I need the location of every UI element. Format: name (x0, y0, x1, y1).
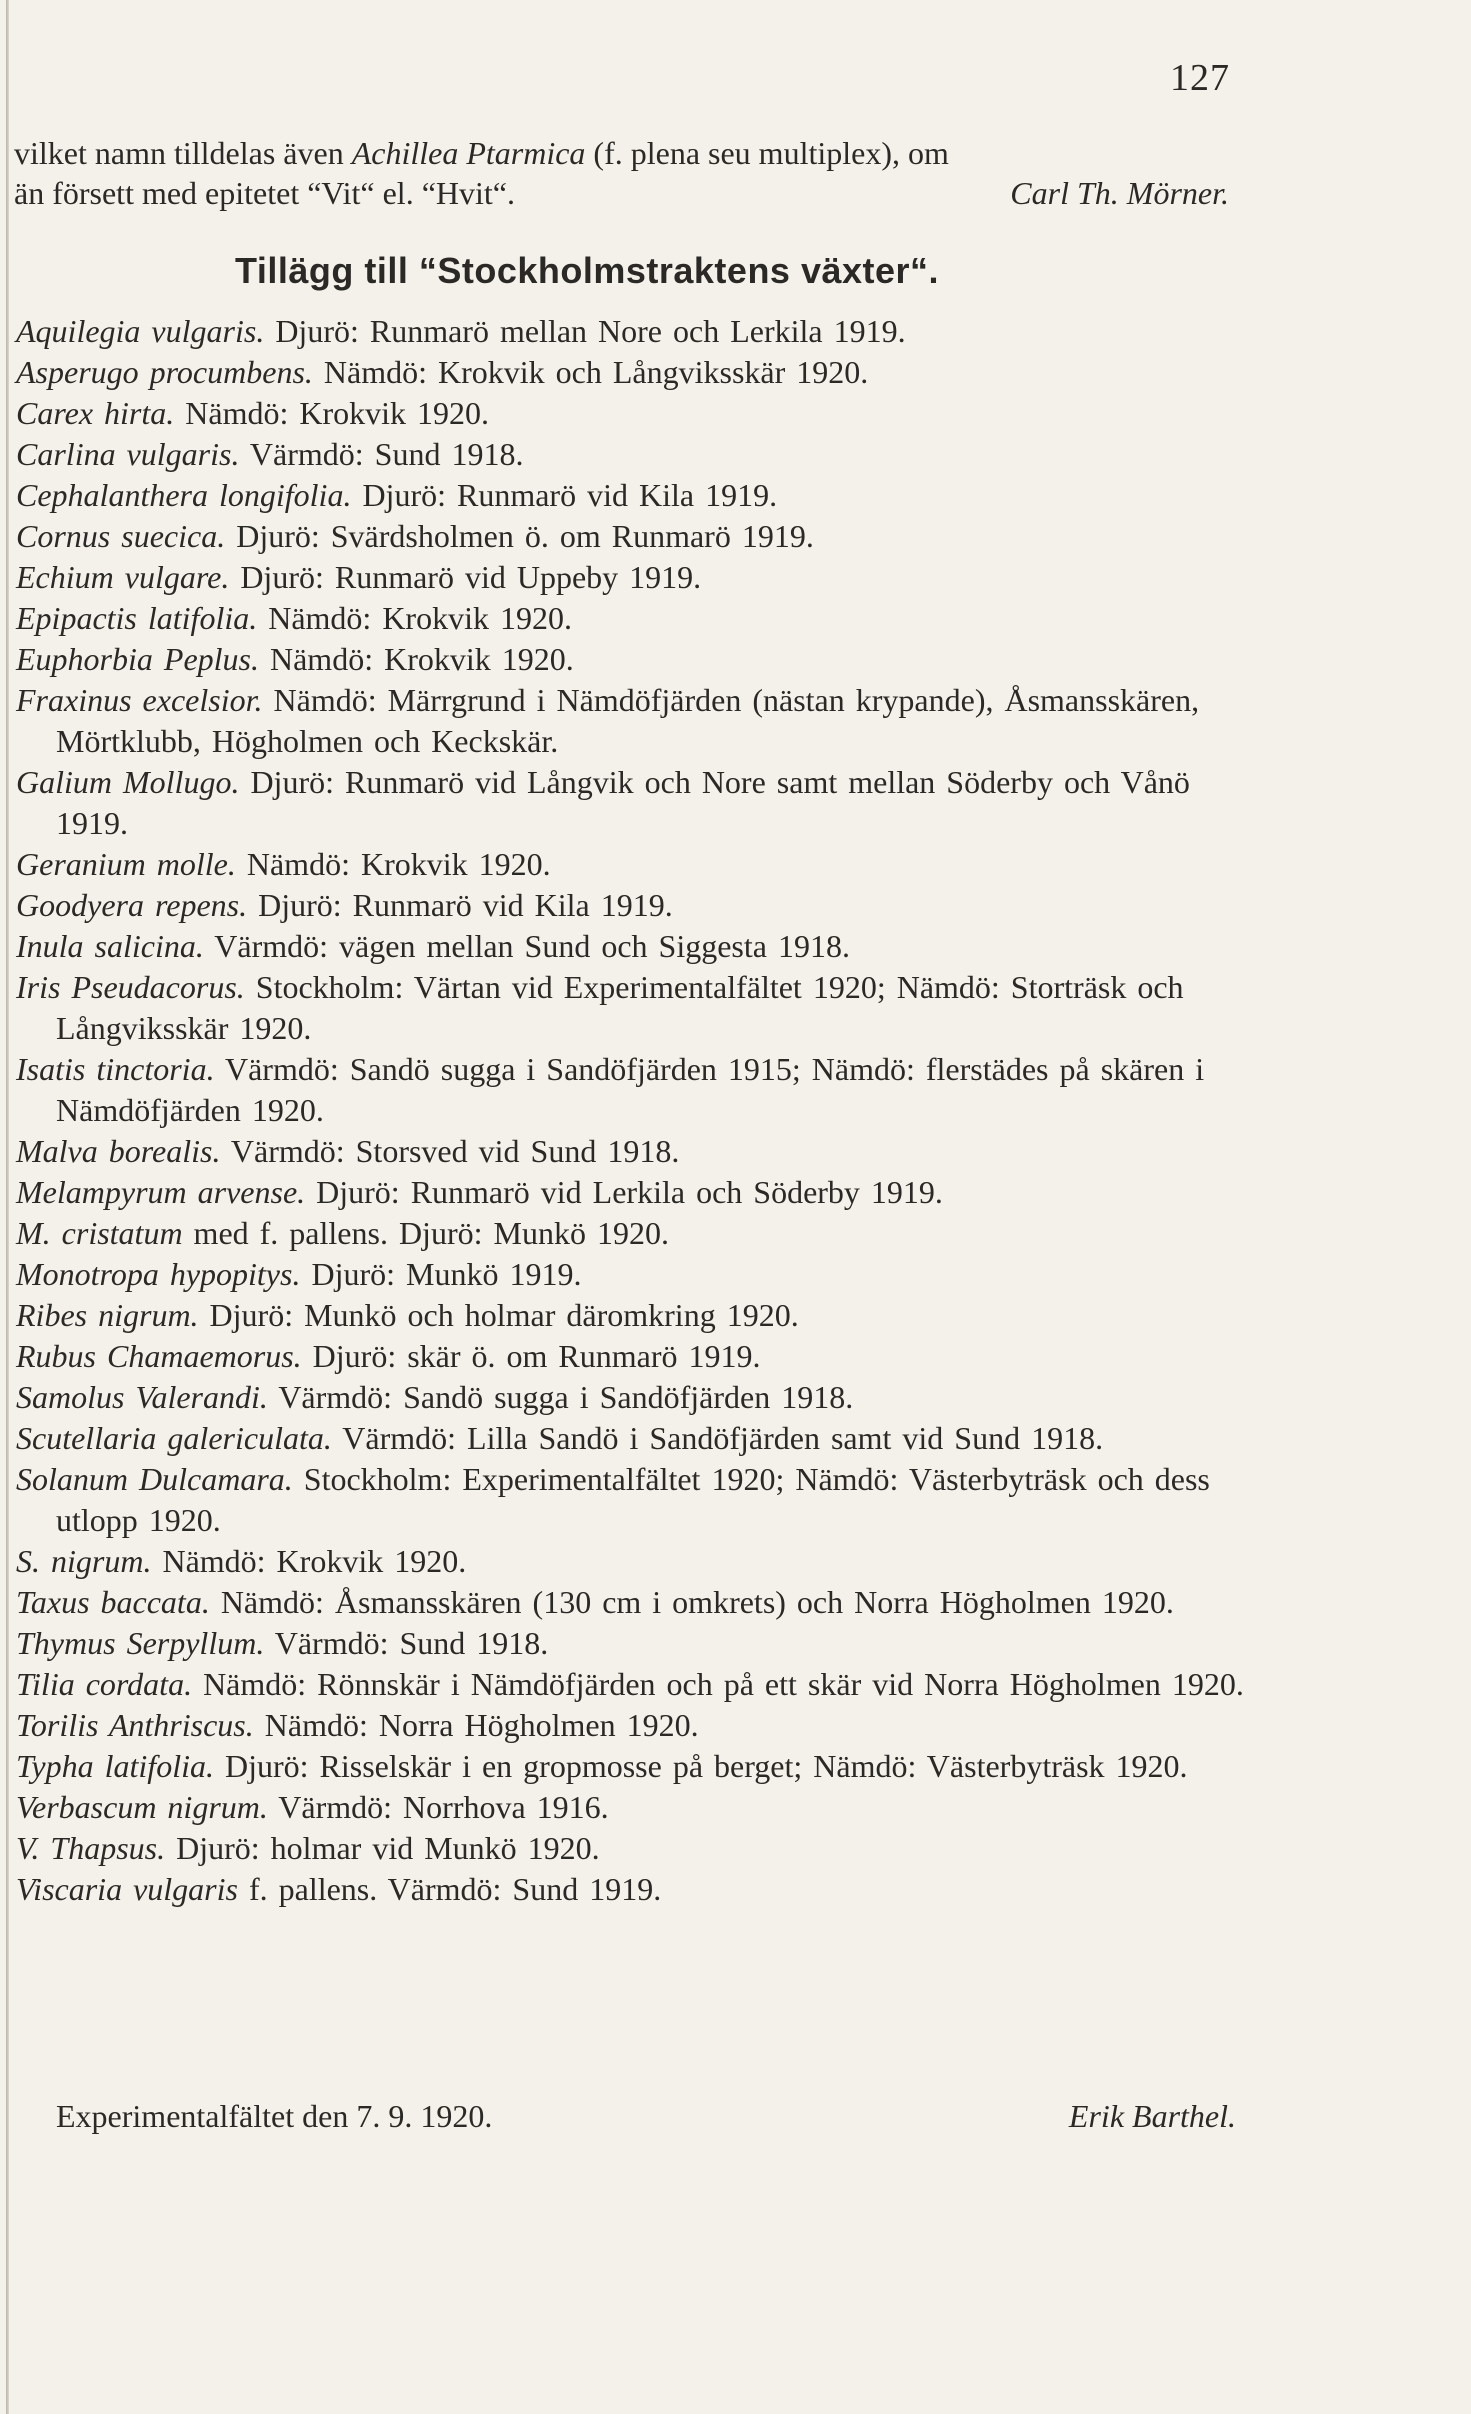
species-list (16, 311, 1266, 1910)
species-name: M. cristatum (16, 1215, 183, 1251)
species-name: Ribes nigrum. (16, 1297, 199, 1333)
species-locality: Stockholm: Värtan vid Experimentalfältet 1920; Nämdö: Storträsk och Långviksskär 1920. (56, 969, 1184, 1046)
species-locality: Värmdö: Sund 1918. (249, 436, 524, 472)
species-name: Echium vulgare. (16, 559, 230, 595)
species-name: Iris Pseudacorus. (16, 969, 245, 1005)
section-title: Tillägg till “Stockholmstraktens växter“. (235, 250, 940, 291)
intro-text: vilket namn tilldelas även (14, 135, 352, 171)
species-name: Rubus Chamaemorus. (16, 1338, 302, 1374)
intro-text-end: (f. plena seu multiplex), om (585, 135, 949, 171)
species-entry (16, 967, 1266, 1049)
species-locality: Nämdö: Märrgrund i Nämdöfjärden (nästan krypande), Åsmansskären, Mörtklubb, Högholmen och Keckskär. (56, 682, 1200, 759)
species-entry (16, 1254, 1266, 1295)
species-entry (16, 1295, 1266, 1336)
species-entry (16, 1828, 1266, 1869)
species-entry (16, 1336, 1266, 1377)
species-entry (16, 1623, 1266, 1664)
species-locality: Nämdö: Krokvik och Långviksskär 1920. (323, 354, 869, 390)
species-entry (16, 1418, 1266, 1459)
species-entry (16, 1664, 1266, 1705)
species-name: Monotropa hypopitys. (16, 1256, 301, 1292)
species-locality: Djurö: Runmarö vid Lerkila och Söderby 1919. (316, 1174, 943, 1210)
species-entry (16, 598, 1266, 639)
species-locality: Djurö: Runmarö mellan Nore och Lerkila 1919. (275, 313, 906, 349)
species-entry (16, 516, 1266, 557)
species-locality: Djurö: Svärdsholmen ö. om Runmarö 1919. (236, 518, 814, 554)
species-entry (16, 1869, 1266, 1910)
species-locality: Värmdö: Norrhova 1916. (278, 1789, 609, 1825)
species-name: Fraxinus excelsior. (16, 682, 263, 718)
species-entry (16, 1377, 1266, 1418)
species-entry (16, 844, 1266, 885)
species-name: Carlina vulgaris. (16, 436, 240, 472)
species-name: Melampyrum arvense. (16, 1174, 306, 1210)
species-name: Torilis Anthriscus. (16, 1707, 254, 1743)
species-entry (16, 1131, 1266, 1172)
species-name: Solanum Dulcamara. (16, 1461, 293, 1497)
footer (56, 2096, 1236, 2137)
intro-line-2-text: än försett med epitetet “Vit“ el. “Hvit“. (14, 175, 515, 211)
species-locality: med f. pallens. Djurö: Munkö 1920. (193, 1215, 669, 1251)
species-locality: Värmdö: Storsved vid Sund 1918. (230, 1133, 680, 1169)
species-name: Inula salicina. (16, 928, 204, 964)
species-name: Carex hirta. (16, 395, 175, 431)
species-locality: Djurö: Runmarö vid Kila 1919. (258, 887, 673, 923)
species-locality: Stockholm: Experimentalfältet 1920; Nämdö: Västerbyträsk och dess utlopp 1920. (56, 1461, 1210, 1538)
species-entry (16, 885, 1266, 926)
species-name: Typha latifolia. (16, 1748, 214, 1784)
species-entry (16, 762, 1266, 844)
species-locality: f. pallens. Värmdö: Sund 1919. (248, 1871, 662, 1907)
species-locality: Värmdö: Sandö sugga i Sandöfjärden 1915; Nämdö: flerstädes på skären i Nämdöfjärden 1920. (56, 1051, 1205, 1128)
species-name: Galium Mollugo. (16, 764, 240, 800)
species-entry (16, 1705, 1266, 1746)
species-locality: Nämdö: Norra Högholmen 1920. (264, 1707, 699, 1743)
species-entry (16, 557, 1266, 598)
species-entry (16, 1582, 1266, 1623)
species-locality: Djurö: Runmarö vid Kila 1919. (362, 477, 778, 513)
species-entry (16, 1746, 1266, 1787)
species-name: Asperugo procumbens. (16, 354, 313, 390)
species-locality: Nämdö: Krokvik 1920. (162, 1543, 467, 1579)
species-name: Tilia cordata. (16, 1666, 193, 1702)
species-name: Goodyera repens. (16, 887, 248, 923)
species-name: Taxus baccata. (16, 1584, 210, 1620)
species-locality: Djurö: Munkö och holmar däromkring 1920. (209, 1297, 799, 1333)
species-entry (16, 475, 1266, 516)
species-name: Isatis tinctoria. (16, 1051, 215, 1087)
species-name: Epipactis latifolia. (16, 600, 258, 636)
intro-paragraph (14, 133, 1264, 213)
species-name: Malva borealis. (16, 1133, 221, 1169)
species-locality: Djurö: Runmarö vid Uppeby 1919. (240, 559, 702, 595)
intro-author: Carl Th. Mörner. (1010, 175, 1229, 211)
species-name: Cephalanthera longifolia. (16, 477, 352, 513)
species-locality: Djurö: Munkö 1919. (311, 1256, 582, 1292)
species-entry (16, 1787, 1266, 1828)
species-entry (16, 434, 1266, 475)
species-entry (16, 926, 1266, 967)
species-name: Aquilegia vulgaris. (16, 313, 265, 349)
species-name: Viscaria vulgaris (16, 1871, 238, 1907)
species-entry (16, 1541, 1266, 1582)
species-entry (16, 1213, 1266, 1254)
species-locality: Nämdö: Krokvik 1920. (246, 846, 551, 882)
species-entry (16, 393, 1266, 434)
footer-signature: Erik Barthel. (1068, 2098, 1236, 2134)
page-edge (6, 0, 9, 2414)
species-name: Geranium molle. (16, 846, 236, 882)
species-locality: Djurö: skär ö. om Runmarö 1919. (312, 1338, 761, 1374)
species-name: Verbascum nigrum. (16, 1789, 268, 1825)
species-locality: Nämdö: Krokvik 1920. (269, 641, 574, 677)
page-number: 127 (1170, 57, 1230, 99)
species-name: V. Thapsus. (16, 1830, 166, 1866)
intro-species: Achillea Ptarmica (351, 135, 586, 171)
species-entry (16, 1459, 1266, 1541)
species-locality: Värmdö: Sandö sugga i Sandöfjärden 1918. (278, 1379, 854, 1415)
species-locality: Nämdö: Krokvik 1920. (268, 600, 572, 636)
species-name: Cornus suecica. (16, 518, 226, 554)
species-locality: Nämdö: Åsmansskären (130 cm i omkrets) och Norra Högholmen 1920. (220, 1584, 1174, 1620)
species-entry (16, 311, 1266, 352)
species-locality: Djurö: holmar vid Munkö 1920. (176, 1830, 600, 1866)
footer-place-date: Experimentalfältet den 7. 9. 1920. (56, 2098, 493, 2134)
species-entry (16, 680, 1266, 762)
species-entry (16, 1172, 1266, 1213)
species-locality: Värmdö: Sund 1918. (274, 1625, 549, 1661)
species-locality: Värmdö: Lilla Sandö i Sandöfjärden samt vid Sund 1918. (342, 1420, 1104, 1456)
intro-line-2 (14, 173, 1229, 213)
species-entry (16, 1049, 1266, 1131)
species-name: Scutellaria galericulata. (16, 1420, 332, 1456)
species-name: Thymus Serpyllum. (16, 1625, 265, 1661)
intro-line-1 (14, 133, 1264, 173)
species-name: Samolus Valerandi. (16, 1379, 268, 1415)
species-name: S. nigrum. (16, 1543, 152, 1579)
species-locality: Nämdö: Krokvik 1920. (185, 395, 489, 431)
species-locality: Värmdö: vägen mellan Sund och Siggesta 1918. (214, 928, 850, 964)
species-locality: Nämdö: Rönnskär i Nämdöfjärden och på ett skär vid Norra Högholmen 1920. (203, 1666, 1244, 1702)
species-entry (16, 639, 1266, 680)
species-locality: Djurö: Risselskär i en gropmosse på berget; Nämdö: Västerbyträsk 1920. (224, 1748, 1188, 1784)
species-name: Euphorbia Peplus. (16, 641, 259, 677)
species-locality: Djurö: Runmarö vid Långvik och Nore samt mellan Söderby och Vånö 1919. (56, 764, 1190, 841)
species-entry (16, 352, 1266, 393)
